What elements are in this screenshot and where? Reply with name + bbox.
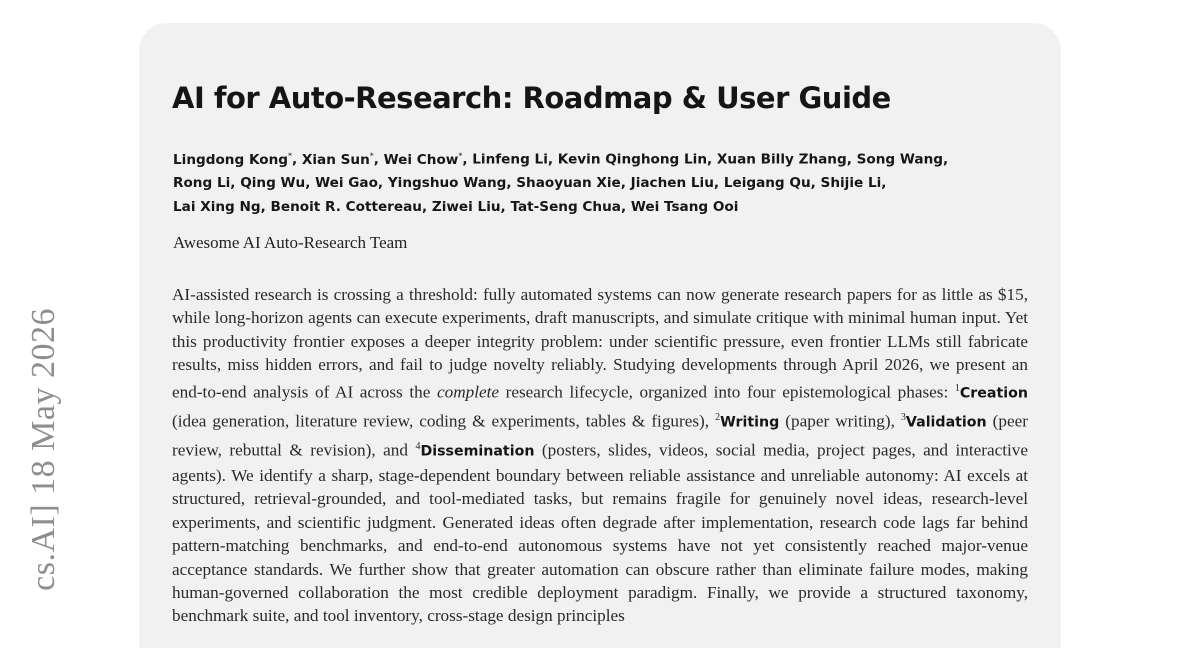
author-name: Wei Gao (315, 175, 378, 192)
phase-description: (posters, slides, videos, social media, project pages, and interactive agents). (172, 440, 1028, 486)
abstract-text: research lifecycle, organized into four epistemological phases: (499, 382, 955, 402)
author-name: Leigang Qu (723, 175, 811, 192)
author (821, 175, 882, 191)
author (432, 199, 501, 215)
author (510, 199, 621, 215)
author (857, 152, 943, 168)
author-name: Wei Tsang Ooi (630, 198, 739, 215)
phase-creation: Creation (959, 385, 1028, 402)
equal-contribution-mark: * (287, 151, 292, 160)
author (271, 199, 422, 215)
author (516, 175, 620, 191)
author-name: Lingdong Kong (173, 151, 288, 168)
phase-description: (paper writing), (779, 411, 901, 431)
author (724, 175, 811, 191)
author (388, 175, 507, 191)
author-list: Lingdong Kong*, Xian Sun*, Wei Chow*, Linfeng Li, Kevin Qinghong Lin, Xuan Billy Zhang, Song Wang, Rong Li, Qing Wu, Wei Gao, Yingshuo Wang, Shaoyuan Xie, Jiachen Liu, Leigang Qu, Shijie Li, Lai Xing Ng, Benoit R. Cottereau, Ziwei Liu, Tat-Seng Chua, Wei Tsang Ooi (173, 151, 949, 215)
paper-card (139, 23, 1061, 648)
phase-number: 3 (900, 411, 906, 423)
abstract (172, 283, 1028, 628)
author (173, 199, 261, 215)
phase-validation: Validation (905, 414, 987, 431)
author (384, 152, 463, 168)
author (717, 152, 847, 168)
author-name: Jiachen Liu (630, 175, 714, 192)
author (302, 152, 374, 168)
phase-description: (idea generation, literature review, coding & experiments, tables & figures), (172, 411, 716, 431)
author (472, 152, 548, 168)
author-name: Kevin Qinghong Lin (557, 151, 708, 168)
author (173, 152, 292, 168)
equal-contribution-mark: * (369, 151, 374, 160)
author-name: Benoit R. Cottereau (270, 198, 422, 215)
author (631, 199, 739, 215)
author (173, 175, 230, 191)
abstract-text: AI-assisted research is crossing a threshold: fully automated systems can now generate research papers for as little as $15, while long-horizon agents can execute experiments, draft manuscripts, and simulate critique with minimal human input. Yet this productivity frontier exposes a deeper integrity problem: under scientific pressure, even frontier LLMs still fabricate results, miss hidden errors, and fail to judge novelty reliably. Studying developments through April 2026, we present an end-to-end analysis of AI across the (172, 285, 1028, 402)
author-name: Song Wang (856, 151, 943, 168)
equal-contribution-mark: * (458, 151, 463, 160)
author-name: Yingshuo Wang (387, 175, 507, 192)
author (240, 175, 305, 191)
phase-dissemination: Dissemination (420, 443, 535, 460)
phase-number: 4 (415, 440, 421, 452)
phase-writing: Writing (720, 414, 780, 431)
phase-number: 2 (715, 411, 721, 423)
author-name: Xuan Billy Zhang (716, 151, 847, 168)
author-name: Linfeng Li (472, 151, 548, 168)
phase-number: 1 (954, 382, 960, 394)
affiliation: Awesome AI Auto-Research Team (173, 233, 408, 252)
author-name: Wei Chow (383, 151, 459, 168)
arxiv-side-stamp: cs.AI] 18 May 2026 (25, 308, 62, 591)
paper-title: AI for Auto-Research: Roadmap & User Guide (172, 81, 891, 115)
author-name: Rong Li (173, 175, 231, 192)
abstract-text: We identify a sharp, stage-dependent boundary between reliable assistance and unreliable autonomy: AI excels at structured, retrieval-grounded, and tool-mediated tasks, but remains fragile for genuinely novel ideas, research-level experiments, and scientific judgment. Generated ideas often degrade after implementation, research code lags far behind pattern-matching benchmarks, and end-to-end autonomous systems have not yet consistently reached major-venue acceptance standards. We further show that greater automation can obscure rather than eliminate failure modes, making human-governed collaboration the most credible deployment paradigm. Finally, we provide a structured taxonomy, benchmark suite, and tool inventory, cross-stage design principles (172, 466, 1028, 626)
author (631, 175, 714, 191)
author-name: Ziwei Liu (431, 198, 501, 215)
author (315, 175, 378, 191)
author-name: Shijie Li (820, 175, 882, 192)
author (558, 152, 707, 168)
phase-description: (peer review, rebuttal & revision), and (172, 411, 1028, 460)
author-name: Shaoyuan Xie (516, 175, 621, 192)
author-name: Tat-Seng Chua (510, 198, 621, 215)
author-name: Qing Wu (240, 175, 306, 192)
abstract-emphasis: complete (436, 382, 500, 402)
author-name: Lai Xing Ng (173, 198, 261, 215)
author-name: Xian Sun (301, 151, 370, 168)
